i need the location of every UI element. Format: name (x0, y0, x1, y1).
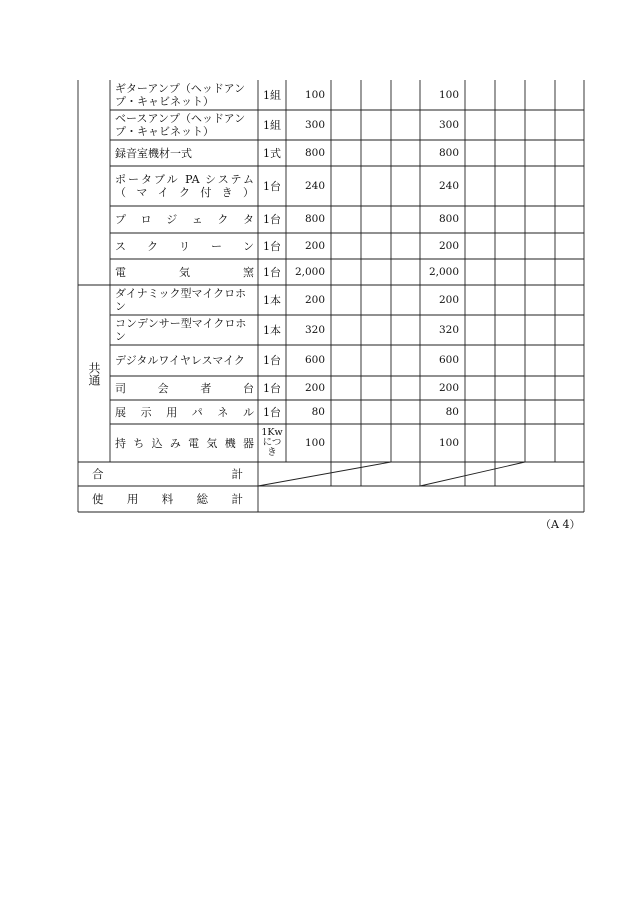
item-dynamic-mic: ダイナミック型マイクロホ ン (115, 287, 247, 313)
item-portable-pa (110, 166, 258, 206)
item-screen: ス ク リ ー ン (115, 239, 254, 253)
fee-b-projector: 800 (438, 213, 459, 225)
item-guitar-amp: ギターアンプ（ヘッドアン プ・キャビネット） (115, 82, 246, 108)
fee-a-dynamic-mic: 200 (304, 293, 325, 306)
fee-a-display-panel: 80 (311, 405, 325, 418)
unit-electric-kiln: 1台 (263, 265, 281, 279)
fee-a-bass-amp: 300 (304, 118, 325, 131)
unit-bass-amp: 1組 (263, 118, 281, 132)
grand-total-label: 使 用 料 総 計 (92, 491, 243, 506)
fee-table (78, 80, 584, 512)
fee-b-screen: 200 (438, 239, 459, 252)
unit-wireless-mic: 1台 (263, 354, 281, 367)
unit-dynamic-mic: 1本 (263, 293, 281, 307)
total-diagonal-right (420, 462, 525, 486)
item-bass-amp: ベースアンプ（ヘッドアン プ・キャビネット） (115, 112, 246, 138)
portable-pa-line1: ポータブル PA システム (115, 173, 254, 186)
item-podium: 司 会 者 台 (115, 381, 254, 395)
unit-recording-equipment: 1式 (263, 146, 281, 160)
item-electric-kiln: 電 気 窯 (115, 265, 254, 279)
fee-b-wireless-mic: 600 (438, 354, 459, 366)
fee-b-recording-equipment: 800 (438, 146, 459, 159)
fee-a-screen: 200 (304, 239, 325, 252)
paper-size-label: （A 4） (540, 518, 581, 531)
unit-portable-pa: 1台 (263, 179, 281, 193)
item-wireless-mic: デジタルワイヤレスマイク (115, 354, 245, 367)
unit-display-panel: 1台 (263, 405, 281, 419)
fee-b-brought-in-equipment: 100 (438, 436, 459, 449)
fee-b-dynamic-mic: 200 (438, 293, 459, 306)
fee-b-guitar-amp: 100 (438, 88, 459, 101)
item-display-panel: 展 示 用 パ ネ ル (115, 405, 254, 419)
unit-projector: 1台 (263, 213, 281, 226)
fee-b-condenser-mic: 320 (438, 323, 459, 336)
fee-a-brought-in-equipment: 100 (304, 436, 325, 449)
fee-a-projector: 800 (304, 213, 325, 225)
total-label: 合 計 (92, 466, 243, 481)
fee-a-condenser-mic: 320 (304, 323, 325, 336)
item-condenser-mic: コンデンサー型マイクロホ ン (115, 317, 247, 343)
unit-screen: 1台 (263, 239, 281, 253)
unit-guitar-amp: 1組 (263, 88, 281, 102)
fee-a-recording-equipment: 800 (304, 146, 325, 159)
portable-pa-line2: （ マ イ ク 付 き ） (115, 186, 254, 199)
fee-a-wireless-mic: 600 (304, 354, 325, 366)
unit-condenser-mic: 1本 (263, 323, 281, 337)
fee-a-electric-kiln: 2,000 (294, 265, 325, 278)
fee-a-portable-pa: 240 (304, 179, 325, 192)
fee-b-portable-pa: 240 (438, 179, 459, 192)
fee-b-display-panel: 80 (445, 405, 459, 418)
fee-b-podium: 200 (438, 381, 459, 394)
item-brought-in-equipment: 持 ち 込 み 電 気 機 器 (115, 436, 254, 450)
fee-b-bass-amp: 300 (438, 118, 459, 131)
item-projector: プ ロ ジ ェ ク タ (115, 213, 254, 226)
category-common: 共通 (87, 361, 101, 386)
fee-b-electric-kiln: 2,000 (428, 265, 459, 278)
item-recording-equipment: 録音室機材一式 (115, 146, 192, 160)
fee-a-guitar-amp: 100 (304, 88, 325, 101)
total-diagonal-left (258, 462, 391, 486)
fee-a-podium: 200 (304, 381, 325, 394)
unit-brought-in-equipment: 1Kwにつき (261, 427, 283, 458)
unit-podium: 1台 (263, 381, 281, 395)
